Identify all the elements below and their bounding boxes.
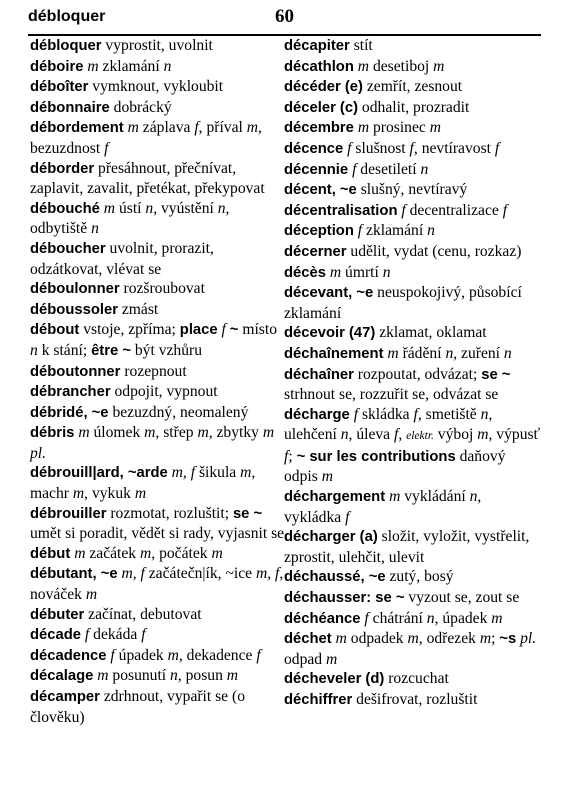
dictionary-entry — [30, 605, 285, 626]
entry-text: m — [491, 609, 503, 627]
page-header — [28, 8, 541, 36]
entry-text: , smetiště — [417, 405, 481, 423]
entry-text: , vyústění — [153, 199, 218, 217]
entry-text: slušný, nevtíravý — [356, 181, 468, 199]
entry-text: , bezuzdnost — [30, 119, 262, 157]
entry-text: f — [194, 119, 199, 137]
entry-text: výboj — [433, 426, 478, 444]
headword: déboutonner — [30, 363, 121, 380]
headword: décharge — [284, 406, 350, 423]
entry-text: strhnout se, rozzuřit se, odvázat se — [284, 386, 499, 404]
entry-text: m — [85, 586, 98, 604]
entry-text: m, f — [171, 464, 196, 482]
headword: décharger (a) — [284, 529, 378, 546]
entry-text: f — [352, 160, 357, 178]
entry-text: , odřezek — [418, 630, 480, 648]
entry-text: n — [163, 57, 172, 75]
entry-text: n — [217, 199, 226, 217]
entry-text: místo — [238, 321, 277, 339]
entry-text: m — [433, 57, 445, 75]
entry-text: n — [480, 405, 489, 423]
headword: débridé, ~e — [30, 404, 109, 421]
entry-text: rozšroubovat — [119, 280, 205, 298]
left-column — [30, 36, 285, 727]
entry-text: n — [427, 222, 435, 240]
headword: débutant, ~e — [30, 566, 118, 583]
entry-text: stít — [349, 37, 373, 54]
entry-text: , počátek — [151, 544, 212, 562]
dictionary-entry — [284, 487, 542, 527]
entry-text: zutý, bosý — [385, 568, 454, 586]
dictionary-entry — [284, 344, 542, 365]
headword: décès — [284, 264, 326, 281]
headword: débonnaire — [30, 99, 110, 116]
entry-text: , příval — [198, 119, 247, 137]
headword: déboire — [30, 58, 84, 75]
headword: décerner — [284, 243, 347, 260]
entry-text: , zbytky — [208, 424, 263, 442]
dictionary-entry — [284, 629, 542, 669]
dictionary-entry — [284, 690, 542, 711]
entry-text: n — [503, 344, 512, 362]
entry-text: f — [221, 321, 226, 339]
headword: débrouill|ard, ~arde — [30, 465, 168, 482]
entry-text: , machr — [30, 464, 256, 503]
entry-text: m — [78, 424, 90, 442]
dictionary-entry — [284, 609, 542, 630]
entry-text: m, f — [255, 565, 280, 583]
entry-text: , ulehčení — [284, 405, 493, 444]
entry-text: n — [145, 199, 154, 217]
dictionary-entry — [30, 239, 285, 279]
entry-text: zklamání — [98, 57, 164, 75]
entry-text: složit, vyložit, vystřelit, zprostit, ulehčit, ulevit — [284, 528, 530, 566]
dictionary-entry — [30, 544, 285, 565]
entry-text: n — [469, 488, 478, 506]
entry-text: f — [413, 405, 418, 423]
headword: décapiter — [284, 38, 350, 54]
entry-text: desetiboj — [369, 57, 434, 75]
headword: déboîter — [30, 79, 89, 96]
entry-text: odhalit, prozradit — [358, 98, 470, 116]
entry-text: m — [357, 119, 370, 137]
dictionary-entry — [30, 625, 285, 646]
entry-text: f — [502, 201, 508, 219]
entry-text: prosinec — [369, 119, 430, 137]
dictionary-entry — [284, 98, 542, 119]
entry-text: vyzout se, zout se — [404, 589, 520, 607]
dictionary-entry — [30, 382, 285, 403]
entry-text: , střep — [155, 424, 198, 442]
entry-text: , nováček — [30, 565, 284, 604]
entry-text: zmást — [117, 300, 159, 318]
entry-text: m — [389, 488, 401, 506]
headword: débloquer — [30, 38, 102, 54]
entry-text: desetiletí — [356, 160, 421, 178]
headword: débordement — [30, 120, 124, 137]
entry-text: m — [407, 630, 419, 648]
dictionary-entry — [284, 567, 542, 588]
entry-text: f — [353, 405, 359, 423]
entry-text: m — [329, 263, 342, 281]
headword: débuter — [30, 606, 85, 623]
dictionary-entry — [30, 300, 285, 321]
entry-text: n — [382, 263, 391, 281]
entry-text: m — [211, 544, 223, 562]
entry-text: ; — [491, 630, 500, 648]
entry-text: m — [134, 485, 147, 503]
headword: déceler (c) — [284, 99, 359, 116]
dictionary-entry — [284, 160, 542, 181]
entry-text: m — [335, 630, 347, 648]
entry-text: úpadek — [114, 646, 168, 664]
entry-text: m — [72, 485, 85, 503]
entry-text: vstoje, zpříma; — [79, 321, 180, 339]
dictionary-entry — [30, 666, 285, 687]
headword: déchaîner — [284, 366, 354, 383]
entry-text: řádění — [398, 344, 446, 362]
headword: déboussoler — [30, 301, 118, 318]
dictionary-entry — [284, 77, 542, 98]
headword: déception — [284, 223, 354, 240]
headword: déchaînement — [284, 345, 384, 362]
entry-text: rozpoutat, odvázat; — [353, 365, 482, 383]
dictionary-entry — [284, 263, 542, 284]
headword: déchiffrer — [284, 692, 353, 708]
headword: être ~ — [91, 342, 131, 359]
dictionary-entry — [30, 403, 285, 424]
entry-text: odpadek — [346, 630, 408, 648]
headword: se ~ — [232, 505, 263, 522]
dictionary-entry — [30, 687, 285, 727]
entry-text: m — [97, 667, 109, 685]
entry-text: m — [140, 544, 152, 562]
entry-text: m — [326, 650, 338, 668]
dictionary-entry — [30, 362, 285, 383]
dictionary-entry — [30, 77, 285, 98]
headword: se ~ — [481, 366, 511, 383]
headword: déchet — [284, 631, 332, 648]
headword: débris — [30, 425, 75, 442]
entry-text: rozepnout — [120, 362, 187, 380]
entry-text: být vzhůru — [130, 341, 203, 359]
dictionary-entry — [30, 118, 285, 158]
dictionary-entry — [284, 139, 542, 160]
entry-text: f — [110, 646, 115, 664]
headword: début — [30, 545, 71, 562]
entry-text: n — [30, 341, 38, 359]
entry-text: , úpadek — [434, 609, 492, 627]
entry-text: m — [477, 426, 489, 444]
entry-text: zdrhnout, vypařit se (o člověku) — [30, 688, 245, 726]
headword: décadence — [30, 647, 107, 664]
dictionary-entry — [284, 588, 542, 609]
entry-text: přesáhnout, přečnívat, zaplavit, zavalit, přetékat, překypovat — [30, 159, 265, 198]
entry-text: , vykládka — [284, 488, 482, 526]
entry-text: posunutí — [108, 667, 171, 685]
headword: décéder (e) — [284, 79, 363, 96]
entry-text: f — [364, 609, 369, 627]
entry-text: , zuření — [453, 344, 504, 362]
dictionary-entry — [284, 283, 542, 323]
headword: déchaussé, ~e — [284, 569, 386, 586]
entry-text: odpad — [284, 650, 327, 668]
entry-text: f — [357, 222, 363, 240]
entry-text: n — [91, 220, 99, 238]
dictionary-entry — [284, 221, 542, 242]
headword: déboulonner — [30, 281, 120, 298]
dictionary-entry — [30, 463, 285, 503]
headword: débouché — [30, 200, 100, 217]
dictionary-entry — [30, 320, 285, 361]
headword: décathlon — [284, 58, 354, 75]
headword: décentralisation — [284, 202, 398, 219]
entry-text: začátek — [85, 544, 140, 562]
dictionary-entry — [284, 527, 542, 567]
headword: déboucher — [30, 240, 106, 257]
entry-text: dešifrovat, rozluštit — [352, 691, 478, 708]
entry-text: m — [429, 119, 441, 137]
headword: ~ — [229, 322, 239, 339]
entry-text: m — [197, 424, 209, 442]
entry-text: slušnost — [351, 139, 410, 157]
dictionary-entry — [30, 423, 285, 463]
dictionary-entry — [30, 279, 285, 300]
entry-text: m — [357, 57, 370, 75]
entry-text: m — [387, 344, 399, 362]
entry-text: úlomek — [89, 424, 145, 442]
headword: ~ sur les contributions — [296, 448, 456, 465]
entry-text: m — [321, 468, 333, 486]
entry-text: zemřít, zesnout — [362, 78, 463, 96]
dictionary-entry — [30, 98, 285, 119]
headword: décembre — [284, 120, 354, 137]
headword: déchausser: se ~ — [284, 590, 405, 607]
headword: débrancher — [30, 384, 111, 401]
entry-text: rozcuchat — [384, 670, 449, 688]
entry-text: , posun — [177, 667, 227, 685]
dictionary-entry — [284, 36, 542, 57]
entry-text: n — [420, 160, 429, 178]
entry-text: skládka — [358, 405, 414, 423]
dictionary-entry — [284, 323, 542, 344]
entry-text: decentralizace — [405, 201, 503, 219]
headword: décevoir (47) — [284, 325, 376, 342]
entry-text: n — [170, 667, 178, 685]
entry-text: záplava — [138, 119, 195, 137]
entry-text: , — [398, 426, 407, 444]
entry-text: f — [345, 508, 350, 526]
entry-text: šikula — [195, 464, 241, 482]
entry-text: začínat, debutovat — [84, 605, 202, 623]
entry-text: m — [240, 464, 252, 482]
entry-text: chátrání — [368, 609, 427, 627]
entry-text: ústí — [115, 199, 146, 217]
dictionary-entry — [30, 646, 285, 667]
entry-text: f — [141, 626, 146, 644]
headword: ~s — [499, 631, 517, 648]
dictionary-entry — [284, 118, 542, 139]
entry-text: m pl. — [30, 424, 275, 462]
headword: décalage — [30, 668, 94, 685]
entry-text: vymknout, vykloubit — [88, 78, 224, 96]
entry-text: m — [103, 199, 116, 217]
headword: déchéance — [284, 610, 361, 627]
dictionary-entry — [284, 180, 542, 201]
entry-text: dobrácký — [109, 98, 172, 116]
entry-text: m — [246, 119, 259, 137]
dictionary-entry — [30, 504, 285, 544]
entry-text: zklamat, oklamat — [375, 324, 487, 342]
headword: décevant, ~e — [284, 285, 374, 302]
entry-text: m — [479, 630, 492, 648]
headword: décamper — [30, 689, 100, 705]
headword: déchargement — [284, 489, 386, 506]
headword: débout — [30, 322, 80, 339]
entry-text: , vykuk — [84, 485, 135, 503]
entry-text: pl. — [520, 630, 537, 648]
entry-text: daňový odpis — [284, 447, 506, 486]
entry-text: m — [127, 119, 139, 137]
entry-text: umět si poradit, vědět si rady, vyjasnit se — [30, 525, 285, 543]
headword: décheveler (d) — [284, 671, 385, 688]
right-column — [284, 36, 542, 711]
entry-text: , odbytiště — [30, 199, 230, 238]
entry-text: ; — [288, 447, 297, 465]
entry-text: zklamání — [362, 222, 428, 240]
entry-text: bezuzdný, neomalený — [108, 403, 249, 421]
entry-text: n — [445, 344, 454, 362]
entry-text: , výpusť — [488, 426, 541, 444]
headword: décence — [284, 140, 344, 157]
headword: décennie — [284, 161, 349, 178]
headword: décent, ~e — [284, 182, 357, 199]
page-number: 60 — [275, 6, 294, 27]
dictionary-entry — [284, 365, 542, 405]
headword: déborder — [30, 160, 95, 177]
entry-text: f — [409, 139, 414, 157]
entry-text: úmrtí — [341, 263, 383, 281]
entry-text: n — [340, 426, 349, 444]
headword: débrouiller — [30, 505, 107, 522]
entry-text: rozmotat, rozluštit; — [106, 504, 233, 522]
entry-text: f — [494, 139, 500, 157]
entry-text: , úleva — [348, 426, 394, 444]
entry-text: f — [104, 139, 109, 157]
entry-text: m — [87, 57, 99, 75]
headword: place — [179, 322, 218, 339]
headword: décade — [30, 627, 81, 644]
dictionary-entry — [284, 669, 542, 690]
entry-text: udělit, vydat (cenu, rozkaz) — [346, 242, 522, 260]
entry-text: elektr. — [406, 430, 434, 443]
entry-text: neuspokojivý, působící zklamání — [284, 284, 522, 322]
entry-text: f — [401, 201, 406, 219]
entry-text: m — [167, 646, 179, 664]
guide-word: débloquer — [28, 8, 106, 25]
entry-text: m — [226, 667, 239, 685]
entry-text: vykládání — [400, 488, 470, 506]
entry-text: , dekadence — [178, 646, 257, 664]
entry-text: , nevtíravost — [413, 139, 495, 157]
entry-text: vyprostit, uvolnit — [101, 37, 213, 54]
entry-text: f — [256, 646, 261, 664]
dictionary-entry — [30, 564, 285, 604]
dictionary-entry — [30, 199, 285, 239]
entry-text: f — [393, 426, 399, 444]
dictionary-entry — [284, 405, 542, 487]
dictionary-entry — [284, 242, 542, 263]
entry-text: f — [284, 447, 289, 465]
dictionary-entry — [284, 201, 542, 222]
entry-text: uvolnit, prorazit, odzátkovat, vlévat se — [30, 239, 214, 278]
entry-text: m — [144, 424, 156, 442]
entry-text: odpojit, vypnout — [110, 383, 218, 401]
entry-text: dekáda — [89, 626, 142, 644]
entry-text: m, f — [121, 565, 145, 583]
entry-text: f — [84, 626, 90, 644]
dictionary-entry — [30, 57, 285, 78]
entry-text: f — [347, 139, 352, 157]
entry-text: m — [74, 544, 86, 562]
entry-text: k stání; — [37, 341, 92, 359]
dictionary-entry — [284, 57, 542, 78]
dictionary-entry — [30, 159, 285, 199]
dictionary-entry — [30, 36, 285, 57]
entry-text: začátečn|ík, ~ice — [144, 565, 256, 583]
entry-text: n — [426, 609, 435, 627]
